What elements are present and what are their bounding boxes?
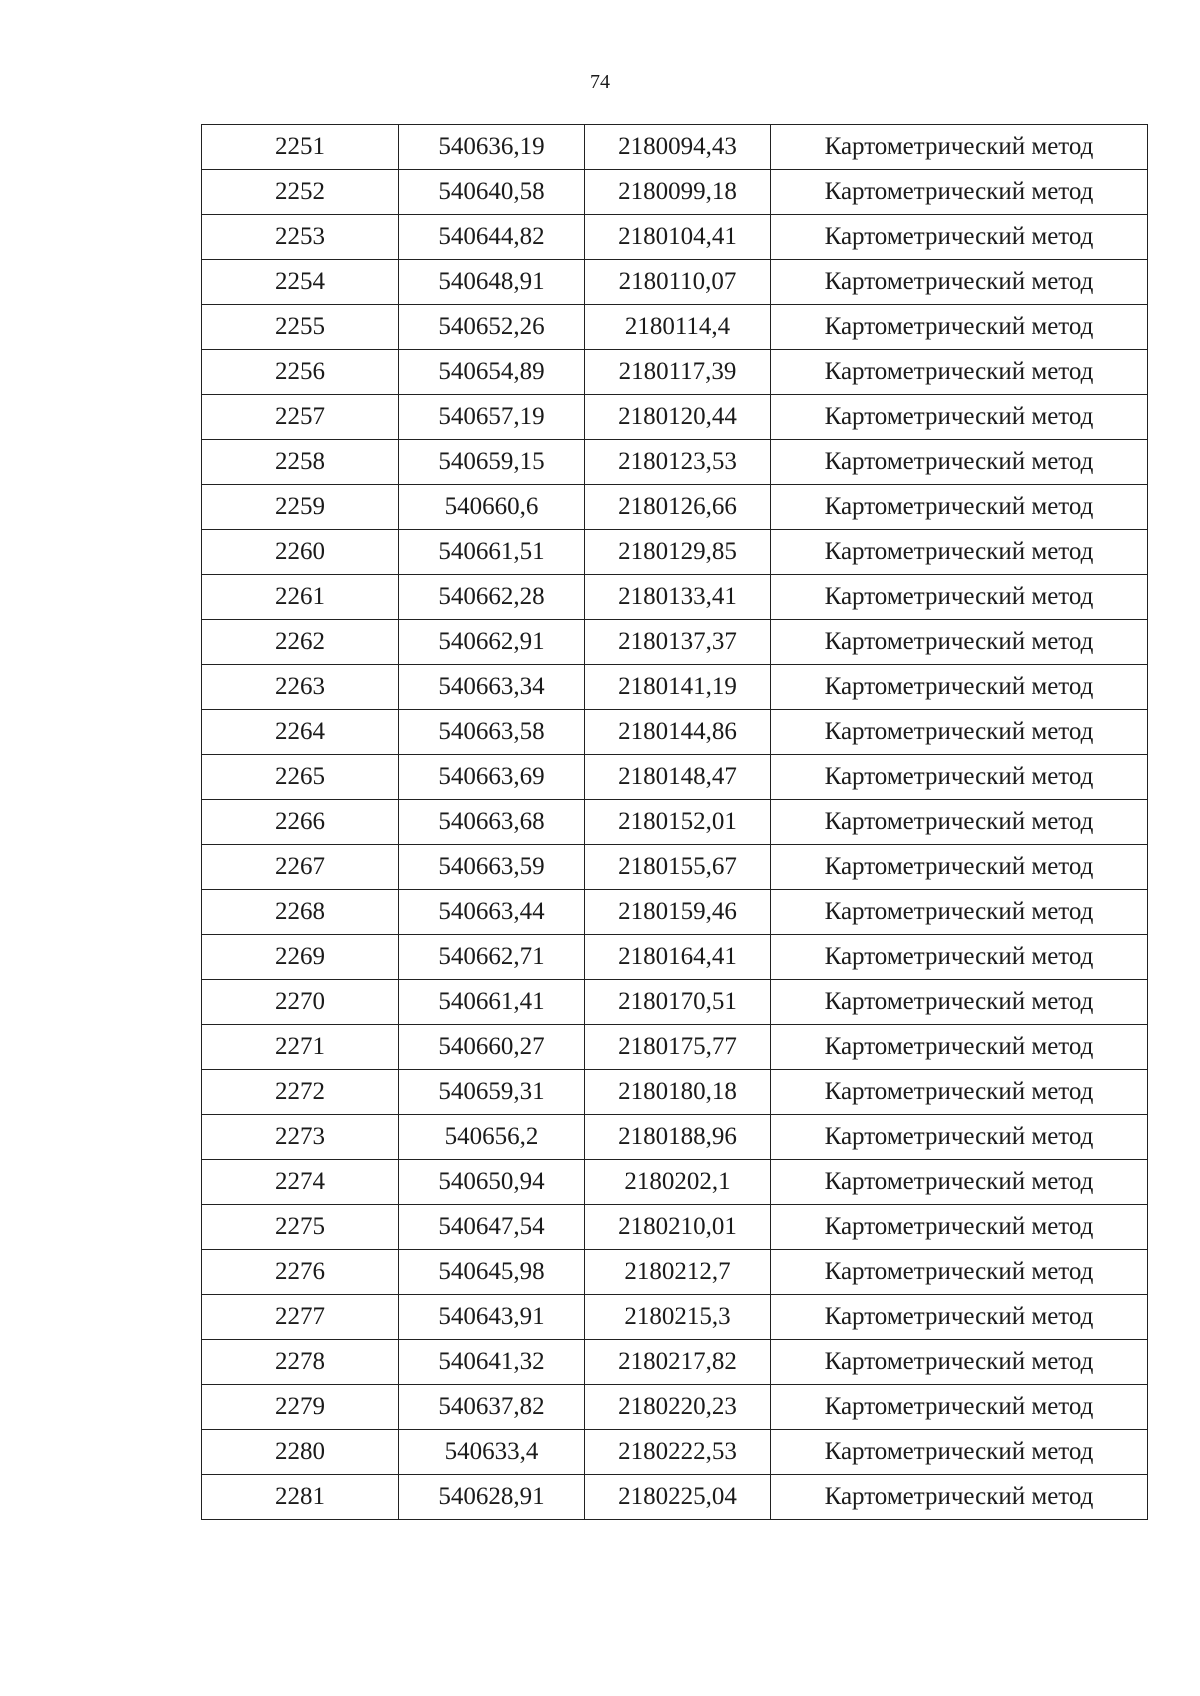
table-row xyxy=(202,1250,1148,1295)
x-coordinate-cell: 540652,26 xyxy=(399,305,585,350)
y-coordinate-cell: 2180110,07 xyxy=(585,260,771,305)
table-row xyxy=(202,215,1148,260)
y-coordinate-cell: 2180217,82 xyxy=(585,1340,771,1385)
x-coordinate-cell: 540636,19 xyxy=(399,125,585,170)
point-number-cell: 2257 xyxy=(202,395,399,440)
x-coordinate-cell: 540660,6 xyxy=(399,485,585,530)
point-number-cell: 2274 xyxy=(202,1160,399,1205)
method-cell: Картометрический метод xyxy=(771,1160,1148,1205)
table-row xyxy=(202,755,1148,800)
table-row xyxy=(202,710,1148,755)
y-coordinate-cell: 2180094,43 xyxy=(585,125,771,170)
x-coordinate-cell: 540661,41 xyxy=(399,980,585,1025)
point-number-cell: 2271 xyxy=(202,1025,399,1070)
x-coordinate-cell: 540663,44 xyxy=(399,890,585,935)
method-cell: Картометрический метод xyxy=(771,170,1148,215)
method-cell: Картометрический метод xyxy=(771,890,1148,935)
point-number-cell: 2280 xyxy=(202,1430,399,1475)
point-number-cell: 2251 xyxy=(202,125,399,170)
method-cell: Картометрический метод xyxy=(771,1295,1148,1340)
method-cell: Картометрический метод xyxy=(771,305,1148,350)
y-coordinate-cell: 2180202,1 xyxy=(585,1160,771,1205)
table-row xyxy=(202,1115,1148,1160)
x-coordinate-cell: 540659,31 xyxy=(399,1070,585,1115)
method-cell: Картометрический метод xyxy=(771,530,1148,575)
method-cell: Картометрический метод xyxy=(771,215,1148,260)
y-coordinate-cell: 2180212,7 xyxy=(585,1250,771,1295)
x-coordinate-cell: 540659,15 xyxy=(399,440,585,485)
table-row xyxy=(202,1205,1148,1250)
method-cell: Картометрический метод xyxy=(771,260,1148,305)
y-coordinate-cell: 2180144,86 xyxy=(585,710,771,755)
table-row xyxy=(202,1340,1148,1385)
x-coordinate-cell: 540662,28 xyxy=(399,575,585,620)
y-coordinate-cell: 2180104,41 xyxy=(585,215,771,260)
x-coordinate-cell: 540640,58 xyxy=(399,170,585,215)
method-cell: Картометрический метод xyxy=(771,710,1148,755)
x-coordinate-cell: 540663,34 xyxy=(399,665,585,710)
method-cell: Картометрический метод xyxy=(771,620,1148,665)
y-coordinate-cell: 2180175,77 xyxy=(585,1025,771,1070)
method-cell: Картометрический метод xyxy=(771,485,1148,530)
y-coordinate-cell: 2180222,53 xyxy=(585,1430,771,1475)
table-row xyxy=(202,1160,1148,1205)
x-coordinate-cell: 540662,91 xyxy=(399,620,585,665)
table-row xyxy=(202,980,1148,1025)
method-cell: Картометрический метод xyxy=(771,395,1148,440)
table-row xyxy=(202,440,1148,485)
y-coordinate-cell: 2180141,19 xyxy=(585,665,771,710)
x-coordinate-cell: 540661,51 xyxy=(399,530,585,575)
page-number: 74 xyxy=(590,71,610,93)
method-cell: Картометрический метод xyxy=(771,575,1148,620)
method-cell: Картометрический метод xyxy=(771,1340,1148,1385)
x-coordinate-cell: 540643,91 xyxy=(399,1295,585,1340)
point-number-cell: 2261 xyxy=(202,575,399,620)
x-coordinate-cell: 540660,27 xyxy=(399,1025,585,1070)
x-coordinate-cell: 540662,71 xyxy=(399,935,585,980)
table-row xyxy=(202,1025,1148,1070)
point-number-cell: 2253 xyxy=(202,215,399,260)
y-coordinate-cell: 2180099,18 xyxy=(585,170,771,215)
coordinates-table xyxy=(201,124,1148,1520)
table-row xyxy=(202,1385,1148,1430)
y-coordinate-cell: 2180164,41 xyxy=(585,935,771,980)
y-coordinate-cell: 2180215,3 xyxy=(585,1295,771,1340)
point-number-cell: 2276 xyxy=(202,1250,399,1295)
table-row xyxy=(202,800,1148,845)
y-coordinate-cell: 2180148,47 xyxy=(585,755,771,800)
point-number-cell: 2256 xyxy=(202,350,399,395)
point-number-cell: 2281 xyxy=(202,1475,399,1520)
point-number-cell: 2278 xyxy=(202,1340,399,1385)
table-row xyxy=(202,260,1148,305)
y-coordinate-cell: 2180129,85 xyxy=(585,530,771,575)
table-row xyxy=(202,845,1148,890)
table-row xyxy=(202,890,1148,935)
method-cell: Картометрический метод xyxy=(771,125,1148,170)
table-row xyxy=(202,305,1148,350)
y-coordinate-cell: 2180117,39 xyxy=(585,350,771,395)
table-row xyxy=(202,350,1148,395)
x-coordinate-cell: 540633,4 xyxy=(399,1430,585,1475)
point-number-cell: 2252 xyxy=(202,170,399,215)
x-coordinate-cell: 540650,94 xyxy=(399,1160,585,1205)
method-cell: Картометрический метод xyxy=(771,1475,1148,1520)
method-cell: Картометрический метод xyxy=(771,350,1148,395)
x-coordinate-cell: 540644,82 xyxy=(399,215,585,260)
x-coordinate-cell: 540645,98 xyxy=(399,1250,585,1295)
table-row xyxy=(202,575,1148,620)
y-coordinate-cell: 2180180,18 xyxy=(585,1070,771,1115)
x-coordinate-cell: 540663,69 xyxy=(399,755,585,800)
x-coordinate-cell: 540654,89 xyxy=(399,350,585,395)
point-number-cell: 2263 xyxy=(202,665,399,710)
y-coordinate-cell: 2180114,4 xyxy=(585,305,771,350)
point-number-cell: 2259 xyxy=(202,485,399,530)
y-coordinate-cell: 2180210,01 xyxy=(585,1205,771,1250)
x-coordinate-cell: 540663,59 xyxy=(399,845,585,890)
point-number-cell: 2258 xyxy=(202,440,399,485)
y-coordinate-cell: 2180133,41 xyxy=(585,575,771,620)
table-row xyxy=(202,1430,1148,1475)
point-number-cell: 2270 xyxy=(202,980,399,1025)
method-cell: Картометрический метод xyxy=(771,755,1148,800)
coordinates-table-body xyxy=(202,125,1148,1520)
table-row xyxy=(202,170,1148,215)
y-coordinate-cell: 2180155,67 xyxy=(585,845,771,890)
y-coordinate-cell: 2180159,46 xyxy=(585,890,771,935)
point-number-cell: 2272 xyxy=(202,1070,399,1115)
method-cell: Картометрический метод xyxy=(771,440,1148,485)
point-number-cell: 2266 xyxy=(202,800,399,845)
point-number-cell: 2255 xyxy=(202,305,399,350)
x-coordinate-cell: 540628,91 xyxy=(399,1475,585,1520)
x-coordinate-cell: 540648,91 xyxy=(399,260,585,305)
table-row xyxy=(202,935,1148,980)
y-coordinate-cell: 2180126,66 xyxy=(585,485,771,530)
method-cell: Картометрический метод xyxy=(771,1430,1148,1475)
x-coordinate-cell: 540641,32 xyxy=(399,1340,585,1385)
method-cell: Картометрический метод xyxy=(771,935,1148,980)
table-row xyxy=(202,1475,1148,1520)
y-coordinate-cell: 2180137,37 xyxy=(585,620,771,665)
point-number-cell: 2262 xyxy=(202,620,399,665)
method-cell: Картометрический метод xyxy=(771,980,1148,1025)
y-coordinate-cell: 2180220,23 xyxy=(585,1385,771,1430)
y-coordinate-cell: 2180188,96 xyxy=(585,1115,771,1160)
x-coordinate-cell: 540637,82 xyxy=(399,1385,585,1430)
point-number-cell: 2277 xyxy=(202,1295,399,1340)
point-number-cell: 2279 xyxy=(202,1385,399,1430)
point-number-cell: 2273 xyxy=(202,1115,399,1160)
table-row xyxy=(202,1070,1148,1115)
table-row xyxy=(202,620,1148,665)
x-coordinate-cell: 540663,68 xyxy=(399,800,585,845)
method-cell: Картометрический метод xyxy=(771,665,1148,710)
y-coordinate-cell: 2180225,04 xyxy=(585,1475,771,1520)
point-number-cell: 2268 xyxy=(202,890,399,935)
x-coordinate-cell: 540647,54 xyxy=(399,1205,585,1250)
point-number-cell: 2254 xyxy=(202,260,399,305)
method-cell: Картометрический метод xyxy=(771,800,1148,845)
method-cell: Картометрический метод xyxy=(771,1250,1148,1295)
method-cell: Картометрический метод xyxy=(771,1070,1148,1115)
table-row xyxy=(202,1295,1148,1340)
table-row xyxy=(202,665,1148,710)
method-cell: Картометрический метод xyxy=(771,1205,1148,1250)
y-coordinate-cell: 2180120,44 xyxy=(585,395,771,440)
table-row xyxy=(202,530,1148,575)
method-cell: Картометрический метод xyxy=(771,1115,1148,1160)
point-number-cell: 2264 xyxy=(202,710,399,755)
method-cell: Картометрический метод xyxy=(771,1385,1148,1430)
point-number-cell: 2269 xyxy=(202,935,399,980)
method-cell: Картометрический метод xyxy=(771,1025,1148,1070)
method-cell: Картометрический метод xyxy=(771,845,1148,890)
x-coordinate-cell: 540656,2 xyxy=(399,1115,585,1160)
y-coordinate-cell: 2180152,01 xyxy=(585,800,771,845)
point-number-cell: 2265 xyxy=(202,755,399,800)
x-coordinate-cell: 540663,58 xyxy=(399,710,585,755)
y-coordinate-cell: 2180123,53 xyxy=(585,440,771,485)
y-coordinate-cell: 2180170,51 xyxy=(585,980,771,1025)
point-number-cell: 2267 xyxy=(202,845,399,890)
table-row xyxy=(202,485,1148,530)
table-row xyxy=(202,125,1148,170)
x-coordinate-cell: 540657,19 xyxy=(399,395,585,440)
point-number-cell: 2275 xyxy=(202,1205,399,1250)
point-number-cell: 2260 xyxy=(202,530,399,575)
table-row xyxy=(202,395,1148,440)
